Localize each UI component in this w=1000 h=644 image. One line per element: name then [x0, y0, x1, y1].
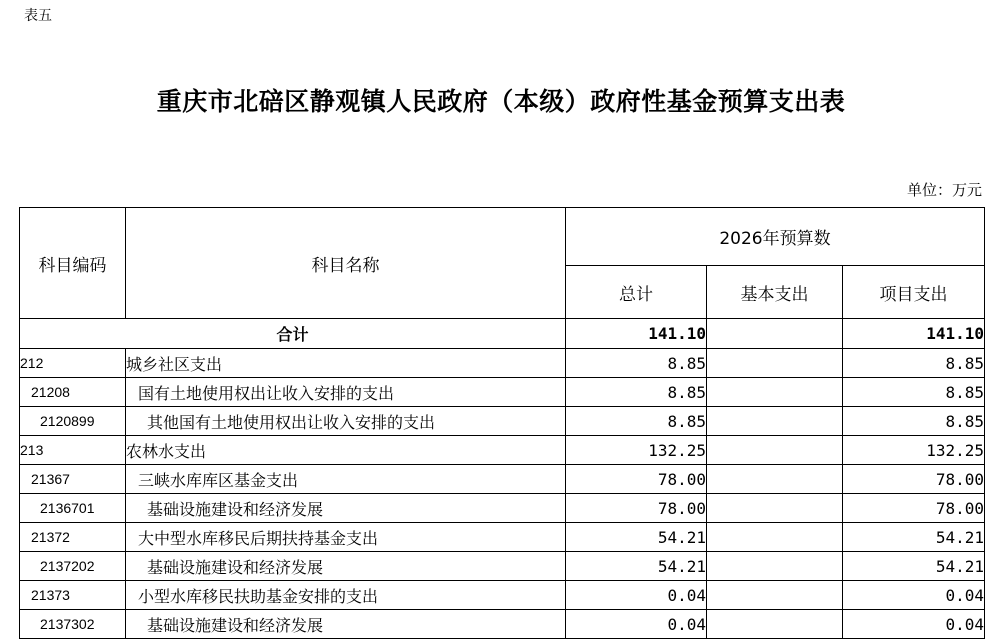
cell-total: 8.85: [566, 378, 707, 407]
table-row: [20, 378, 985, 407]
cell-name: 国有土地使用权出让收入安排的支出: [126, 378, 566, 407]
cell-total: 54.21: [566, 552, 707, 581]
column-header-project: 项目支出: [843, 266, 985, 319]
cell-name: 城乡社区支出: [126, 349, 566, 378]
total-basic: [707, 319, 843, 349]
table-row: [20, 407, 985, 436]
cell-total: 78.00: [566, 465, 707, 494]
table-row: [20, 494, 985, 523]
cell-code: 2136701: [20, 494, 126, 523]
table-row: [20, 349, 985, 378]
table-row: [20, 523, 985, 552]
cell-total: 8.85: [566, 349, 707, 378]
table-row: [20, 465, 985, 494]
cell-name: 基础设施建设和经济发展: [126, 494, 566, 523]
cell-name: 基础设施建设和经济发展: [126, 552, 566, 581]
table-row: [20, 610, 985, 639]
cell-project: 8.85: [843, 349, 985, 378]
cell-total: 132.25: [566, 436, 707, 465]
cell-total: 0.04: [566, 610, 707, 639]
column-header-name: 科目名称: [126, 208, 566, 319]
cell-name: 农林水支出: [126, 436, 566, 465]
cell-total: 0.04: [566, 581, 707, 610]
cell-project: 54.21: [843, 523, 985, 552]
column-header-basic: 基本支出: [707, 266, 843, 319]
cell-code: 212: [20, 349, 126, 378]
cell-name: 三峡水库库区基金支出: [126, 465, 566, 494]
cell-project: 8.85: [843, 407, 985, 436]
cell-project: 54.21: [843, 552, 985, 581]
table-row: [20, 436, 985, 465]
cell-basic: [707, 407, 843, 436]
cell-basic: [707, 436, 843, 465]
table-row: [20, 581, 985, 610]
cell-basic: [707, 465, 843, 494]
cell-code: 213: [20, 436, 126, 465]
cell-project: 78.00: [843, 465, 985, 494]
cell-basic: [707, 349, 843, 378]
total-row: [20, 319, 985, 349]
column-header-code: 科目编码: [20, 208, 126, 319]
cell-basic: [707, 552, 843, 581]
cell-basic: [707, 610, 843, 639]
header-row: [20, 208, 985, 266]
cell-project: 0.04: [843, 581, 985, 610]
cell-name: 小型水库移民扶助基金安排的支出: [126, 581, 566, 610]
cell-code: 21208: [20, 378, 126, 407]
cell-project: 0.04: [843, 610, 985, 639]
cell-name: 其他国有土地使用权出让收入安排的支出: [126, 407, 566, 436]
cell-basic: [707, 523, 843, 552]
page-title: 重庆市北碚区静观镇人民政府（本级）政府性基金预算支出表: [156, 87, 846, 116]
cell-code: 21367: [20, 465, 126, 494]
cell-basic: [707, 378, 843, 407]
total-sum: 141.10: [566, 319, 707, 349]
cell-name: 大中型水库移民后期扶持基金支出: [126, 523, 566, 552]
cell-project: 78.00: [843, 494, 985, 523]
cell-code: 2137202: [20, 552, 126, 581]
cell-code: 2137302: [20, 610, 126, 639]
cell-code: 21372: [20, 523, 126, 552]
cell-basic: [707, 581, 843, 610]
cell-basic: [707, 494, 843, 523]
cell-project: 8.85: [843, 378, 985, 407]
table-row: [20, 552, 985, 581]
table-label: 表五: [24, 8, 52, 24]
total-label: 合计: [20, 319, 566, 349]
cell-code: 2120899: [20, 407, 126, 436]
cell-total: 8.85: [566, 407, 707, 436]
column-header-total: 总计: [566, 266, 707, 319]
cell-name: 基础设施建设和经济发展: [126, 610, 566, 639]
cell-total: 78.00: [566, 494, 707, 523]
column-group-header: 2026年预算数: [566, 208, 985, 266]
cell-project: 132.25: [843, 436, 985, 465]
total-project: 141.10: [843, 319, 985, 349]
cell-total: 54.21: [566, 523, 707, 552]
budget-table: [19, 207, 985, 639]
unit-note: 单位：万元: [906, 181, 982, 199]
cell-code: 21373: [20, 581, 126, 610]
